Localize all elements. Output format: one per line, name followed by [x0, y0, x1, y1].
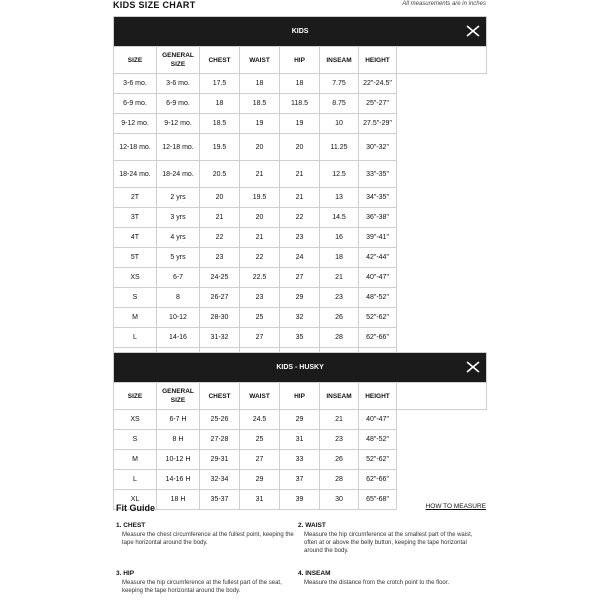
column-header: HEIGHT — [359, 47, 397, 74]
table-cell: S — [114, 430, 157, 450]
table-cell: 22 — [240, 248, 280, 268]
table-row — [114, 450, 487, 470]
table-cell: 8 H — [157, 430, 200, 450]
table-cell: 4 yrs — [157, 228, 200, 248]
units-note: All measurements are in inches — [402, 1, 486, 7]
fit-guide-title: Fit Guide — [116, 503, 155, 513]
table-cell: 31 — [280, 430, 320, 450]
column-header: WAIST — [240, 47, 280, 74]
column-header: SIZE — [114, 47, 157, 74]
table-row — [114, 208, 487, 228]
table-row — [114, 308, 487, 328]
table-cell: 19 — [280, 114, 320, 134]
table-cell: 37 — [280, 470, 320, 490]
fit-item-heading: 3. HIP — [116, 570, 135, 577]
table-cell: 27 — [280, 268, 320, 288]
column-header: INSEAM — [320, 383, 359, 410]
table-row — [114, 430, 487, 450]
table-cell: 26 — [320, 308, 359, 328]
fit-item-text: Measure the hip circumference at the fullest part of the seat, keeping the tape horizontal around the body. — [122, 580, 282, 594]
brand-logo-icon — [466, 361, 480, 373]
table-cell: 29 — [240, 470, 280, 490]
kids-size-table — [113, 16, 487, 368]
table-cell: 21 — [240, 228, 280, 248]
table-cell: 14-16 — [157, 328, 200, 348]
table-cell: 18 — [280, 74, 320, 94]
table-cell: 62"-66" — [359, 328, 397, 348]
table-cell: L — [114, 328, 157, 348]
table-cell: 24 — [280, 248, 320, 268]
table-cell: 22 — [200, 228, 240, 248]
table-cell: 20.5 — [200, 161, 240, 188]
table-cell: 21 — [280, 188, 320, 208]
table-cell: 19 — [240, 114, 280, 134]
table-cell: 19.5 — [200, 134, 240, 161]
table-cell: 3-6 mo. — [157, 74, 200, 94]
table-cell: 14-16 H — [157, 470, 200, 490]
table-cell: M — [114, 450, 157, 470]
table-cell: 21 — [200, 208, 240, 228]
table-cell: 20 — [200, 188, 240, 208]
fit-item-text: Measure the distance from the crotch point to the floor. — [304, 580, 450, 586]
table-cell: 5T — [114, 248, 157, 268]
table-cell: 28 — [320, 328, 359, 348]
table-cell: 10 — [320, 114, 359, 134]
table-cell: 18 — [240, 74, 280, 94]
table-cell: 6-7 H — [157, 410, 200, 430]
table-cell: 29-31 — [200, 450, 240, 470]
fit-item-chest — [116, 522, 296, 547]
table-cell: 31 — [240, 490, 280, 510]
table-cell: 62"-66" — [359, 470, 397, 490]
table-cell: 33"-35" — [359, 161, 397, 188]
table-cell: 29 — [280, 410, 320, 430]
table-cell: 5 yrs — [157, 248, 200, 268]
column-header: CHEST — [200, 383, 240, 410]
column-header: CHEST — [200, 47, 240, 74]
table-row — [114, 134, 487, 161]
table-cell: 18 H — [157, 490, 200, 510]
table-row — [114, 470, 487, 490]
table-row — [114, 328, 487, 348]
table-cell: 16 — [320, 228, 359, 248]
table-cell: 14.5 — [320, 208, 359, 228]
table-cell: 20 — [280, 134, 320, 161]
column-header: GENERAL SIZE — [157, 47, 200, 74]
table-cell: 6-9 mo. — [157, 94, 200, 114]
table-cell: 23 — [200, 248, 240, 268]
table-cell: 12.5 — [320, 161, 359, 188]
table-cell: 32 — [280, 308, 320, 328]
table-cell: 3 yrs — [157, 208, 200, 228]
table-row — [114, 410, 487, 430]
table-row — [114, 74, 487, 94]
table-cell: 6-7 — [157, 268, 200, 288]
table-cell: 9-12 mo. — [114, 114, 157, 134]
table-cell: 21 — [240, 161, 280, 188]
table-cell: 20 — [240, 134, 280, 161]
table-cell: 17.5 — [200, 74, 240, 94]
blank-column — [397, 383, 487, 410]
table-cell: 10-12 H — [157, 450, 200, 470]
table-cell: 24.5 — [240, 410, 280, 430]
kids-banner-label: KIDS — [291, 28, 309, 35]
table-cell: 11.25 — [320, 134, 359, 161]
table-cell: 27.5"-29" — [359, 114, 397, 134]
table-cell: 22 — [280, 208, 320, 228]
table-cell: 23 — [320, 430, 359, 450]
fit-item-hip — [116, 570, 296, 595]
column-header: GENERAL SIZE — [157, 383, 200, 410]
table-cell: 9-12 mo. — [157, 114, 200, 134]
table-cell: 36"-38" — [359, 208, 397, 228]
column-header: WAIST — [240, 383, 280, 410]
table-cell: XS — [114, 410, 157, 430]
kids-banner — [114, 17, 487, 47]
table-cell: 25-26 — [200, 410, 240, 430]
fit-item-heading: 1. CHEST — [116, 522, 146, 529]
table-cell: 8.75 — [320, 94, 359, 114]
table-cell: 21 — [320, 410, 359, 430]
table-cell: 23 — [320, 288, 359, 308]
table-cell: 18-24 mo. — [114, 161, 157, 188]
table-cell: 39 — [280, 490, 320, 510]
table-cell: 12-18 mo. — [157, 134, 200, 161]
table-cell: 12-18 mo. — [114, 134, 157, 161]
table-cell: 8 — [157, 288, 200, 308]
table-row — [114, 94, 487, 114]
fit-item-text: Measure the chest circumference at the fullest point, keeping the tape horizontal around the body. — [122, 532, 294, 546]
table-cell: 22.5 — [240, 268, 280, 288]
fit-item-inseam — [298, 570, 486, 587]
table-row — [114, 248, 487, 268]
table-cell: XL — [114, 490, 157, 510]
table-cell: 52"-62" — [359, 450, 397, 470]
table-row — [114, 188, 487, 208]
table-cell: 18.5 — [200, 114, 240, 134]
table-cell: 2 yrs — [157, 188, 200, 208]
table-cell: 31-32 — [200, 328, 240, 348]
brand-logo-icon — [466, 25, 480, 37]
table-cell: 25"-27" — [359, 94, 397, 114]
table-cell: S — [114, 288, 157, 308]
table-cell: 21 — [320, 268, 359, 288]
husky-banner — [114, 353, 487, 383]
table-cell: 29 — [280, 288, 320, 308]
husky-size-table — [113, 352, 487, 510]
table-cell: 21 — [280, 161, 320, 188]
table-cell: 28 — [320, 470, 359, 490]
table-cell: 3T — [114, 208, 157, 228]
fit-item-heading: 4. INSEAM — [298, 570, 331, 577]
table-row — [114, 288, 487, 308]
table-cell: 6-9 mo. — [114, 94, 157, 114]
table-cell: 48"-52" — [359, 430, 397, 450]
table-cell: 34"-35" — [359, 188, 397, 208]
table-cell: 39"-41" — [359, 228, 397, 248]
table-cell: 35-37 — [200, 490, 240, 510]
fit-item-heading: 2. WAIST — [298, 522, 326, 529]
table-cell: 22"-24.5" — [359, 74, 397, 94]
table-cell: 19.5 — [240, 188, 280, 208]
table-cell: 33 — [280, 450, 320, 470]
husky-banner-label: KIDS - HUSKY — [276, 364, 324, 371]
column-header: HIP — [280, 383, 320, 410]
table-cell: XS — [114, 268, 157, 288]
table-cell: 27 — [240, 450, 280, 470]
how-to-measure-link[interactable]: HOW TO MEASURE — [425, 503, 486, 510]
table-cell: L — [114, 470, 157, 490]
column-header: HEIGHT — [359, 383, 397, 410]
fit-item-waist — [298, 522, 486, 555]
table-cell: 35 — [280, 328, 320, 348]
fit-item-text: Measure the hip circumference at the smallest part of the waist, often at or above the belly button, keeping the tape horizontal around the body. — [304, 532, 473, 554]
table-cell: 18 — [200, 94, 240, 114]
column-header: SIZE — [114, 383, 157, 410]
table-cell: 18.5 — [240, 94, 280, 114]
table-cell: 10-12 — [157, 308, 200, 328]
table-cell: 3-6 mo. — [114, 74, 157, 94]
table-cell: 26-27 — [200, 288, 240, 308]
table-cell: 118.5 — [280, 94, 320, 114]
table-row — [114, 268, 487, 288]
table-cell: 32-34 — [200, 470, 240, 490]
table-cell: 65"-68" — [359, 490, 397, 510]
column-header: INSEAM — [320, 47, 359, 74]
table-cell: 30"-32" — [359, 134, 397, 161]
table-cell: 40"-47" — [359, 268, 397, 288]
table-cell: 27-28 — [200, 430, 240, 450]
table-cell: 26 — [320, 450, 359, 470]
table-cell: 28-30 — [200, 308, 240, 328]
table-cell: 7.75 — [320, 74, 359, 94]
table-cell: M — [114, 308, 157, 328]
table-cell: 23 — [240, 288, 280, 308]
table-cell: 23 — [280, 228, 320, 248]
table-cell: 27 — [240, 328, 280, 348]
table-cell: 25 — [240, 308, 280, 328]
table-cell: 48"-52" — [359, 288, 397, 308]
table-cell: 52"-62" — [359, 308, 397, 328]
table-cell: 13 — [320, 188, 359, 208]
table-cell: 2T — [114, 188, 157, 208]
table-cell: 18 — [320, 248, 359, 268]
table-cell: 40"-47" — [359, 410, 397, 430]
blank-column — [397, 47, 487, 74]
table-cell: 25 — [240, 430, 280, 450]
table-cell: 30 — [320, 490, 359, 510]
table-cell: 42"-44" — [359, 248, 397, 268]
table-row — [114, 228, 487, 248]
table-cell: 24-25 — [200, 268, 240, 288]
table-cell: 18-24 mo. — [157, 161, 200, 188]
table-row — [114, 114, 487, 134]
table-row — [114, 161, 487, 188]
page-title: KIDS SIZE CHART — [113, 0, 196, 10]
table-cell: 4T — [114, 228, 157, 248]
column-header: HIP — [280, 47, 320, 74]
table-cell: 20 — [240, 208, 280, 228]
